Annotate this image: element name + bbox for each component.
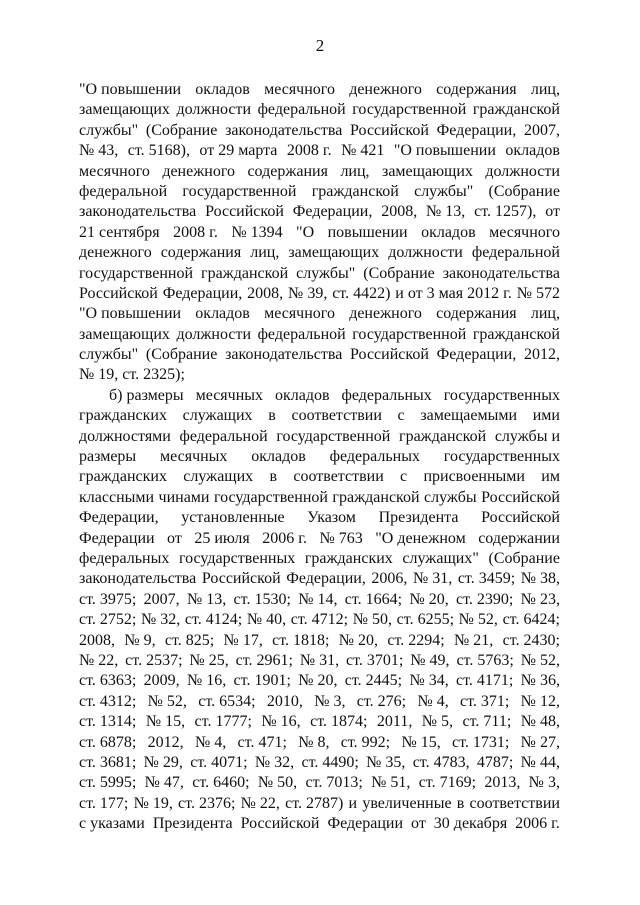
word: № 3, xyxy=(528,774,560,792)
word: окладов xyxy=(421,223,476,241)
word: увеличенные xyxy=(362,794,452,812)
text-line xyxy=(79,712,560,732)
word: чинами xyxy=(158,488,210,506)
word: гражданской xyxy=(472,101,560,119)
paragraph-2 xyxy=(79,386,560,835)
word: федеральной xyxy=(79,182,168,200)
word: Президента xyxy=(378,509,459,527)
word: ст. 276; xyxy=(356,692,407,710)
word: государственной xyxy=(213,488,328,506)
word: (Собрание xyxy=(488,182,560,200)
text-line xyxy=(79,264,560,284)
word: 2010, xyxy=(266,692,303,710)
word: Российской xyxy=(481,488,560,506)
word: 2007, xyxy=(143,590,180,608)
word: № 13, xyxy=(426,203,466,221)
text-line xyxy=(79,590,560,610)
text-line xyxy=(79,773,560,793)
word: соответствии xyxy=(293,468,384,486)
text-line xyxy=(79,202,560,222)
word: № 50, xyxy=(352,611,393,629)
word: классными xyxy=(79,488,155,506)
word: лиц, xyxy=(530,305,560,323)
word: ст. 4712; xyxy=(290,611,349,629)
word: государственных xyxy=(443,386,560,404)
word: месячного xyxy=(489,223,560,241)
word: месячного xyxy=(79,162,150,180)
word: Федерации xyxy=(327,815,404,833)
word: № 49, xyxy=(410,651,450,669)
word: гражданских xyxy=(304,549,393,567)
word: и от 3 мая 2012 г. xyxy=(395,284,512,302)
word: ст. 1874; xyxy=(310,713,368,731)
word: законодательства xyxy=(79,570,197,588)
word: гражданской xyxy=(311,182,399,200)
word: № 763 xyxy=(319,529,363,547)
word: им xyxy=(541,468,560,486)
word: № 43, xyxy=(79,142,119,160)
word: 2013, xyxy=(484,774,521,792)
word: № 3, xyxy=(314,692,346,710)
word: государственных xyxy=(443,448,560,466)
word: ст. 6878; xyxy=(79,733,137,751)
word: № 13, xyxy=(186,590,227,608)
word: ст. 471; xyxy=(237,733,287,751)
word: № 16, xyxy=(261,713,301,731)
word: № 8, xyxy=(298,733,330,751)
word: № 9, xyxy=(124,631,156,649)
word: 2012, xyxy=(523,346,560,364)
word: № 32, xyxy=(254,753,295,771)
word: 30 декабря xyxy=(433,815,508,833)
word: ст. 1664; xyxy=(344,590,403,608)
word: Российской xyxy=(79,284,158,302)
text-line xyxy=(79,549,560,569)
word: присвоенными xyxy=(423,468,525,486)
word: № 4, xyxy=(417,692,449,710)
word: ст. 3701; xyxy=(346,651,404,669)
word: ст. 1257), xyxy=(474,203,537,221)
word: Федерации, xyxy=(286,570,366,588)
word: № 4, xyxy=(194,733,227,751)
word: Федерации, xyxy=(436,121,517,139)
word: должности xyxy=(388,244,463,262)
word: замещающих xyxy=(79,101,170,119)
word: № 5, xyxy=(421,713,454,731)
word: федеральных xyxy=(341,386,432,404)
word: Федерации, xyxy=(292,203,373,221)
word: Федерации, xyxy=(162,284,243,302)
word: от xyxy=(167,529,182,547)
word: Указом xyxy=(307,509,356,527)
word: ст. 2961; xyxy=(235,651,293,669)
word: соответствии xyxy=(469,794,560,812)
word: должности xyxy=(485,162,560,180)
word: "О xyxy=(296,223,315,241)
text-line xyxy=(79,325,560,345)
word: № 50, xyxy=(257,774,298,792)
word: должности xyxy=(176,325,252,343)
word: "О денежном xyxy=(375,529,466,547)
word: 2008, xyxy=(247,284,284,302)
word: ст. 2294; xyxy=(387,631,445,649)
word: ст. 4490; xyxy=(301,753,359,771)
text-line xyxy=(79,162,560,182)
word: (Собрание xyxy=(488,549,560,567)
word: государственной xyxy=(182,182,297,200)
word: № 36, xyxy=(520,672,560,690)
text-line xyxy=(79,753,560,773)
word: в xyxy=(269,468,278,486)
word: 2011, xyxy=(376,713,413,731)
word: 2008 г. xyxy=(286,142,332,160)
word: должности xyxy=(176,101,252,119)
word: № 12, xyxy=(520,692,560,710)
word: ст. 4783, xyxy=(412,753,470,771)
word: окладов xyxy=(195,305,250,323)
word: месячного xyxy=(264,81,335,98)
word: Российской xyxy=(240,815,320,833)
word: лиц, xyxy=(530,81,560,98)
word: ст. 3975; xyxy=(79,590,137,608)
word: № 34, xyxy=(409,672,449,690)
word: служащих xyxy=(183,468,254,486)
word: 2008 г. xyxy=(173,223,218,241)
word: Российской xyxy=(350,346,429,364)
word: 4787; xyxy=(476,753,514,771)
word: законодательства xyxy=(79,203,197,221)
word: 2008, xyxy=(79,631,115,649)
word: 2012, xyxy=(147,733,184,751)
word: ст. 1818; xyxy=(272,631,330,649)
word: федеральных xyxy=(79,549,170,567)
text-line xyxy=(79,345,560,365)
word: № 47, xyxy=(144,774,184,792)
word: (Собрание xyxy=(363,264,435,282)
word: государственной xyxy=(79,264,194,282)
word: окладов xyxy=(195,81,250,98)
word: № 22, xyxy=(79,651,119,669)
page-number: 2 xyxy=(315,36,325,55)
word: ст. 3681; xyxy=(79,753,137,771)
word: № 19, xyxy=(133,794,173,812)
word: № 15, xyxy=(401,733,441,751)
word: содержания xyxy=(436,305,517,323)
text-line xyxy=(79,284,560,304)
text-line xyxy=(79,304,560,324)
word: ст. 6363; xyxy=(79,672,137,690)
word: ст. 992; xyxy=(340,733,391,751)
word: установленные xyxy=(181,509,285,527)
word: ст. 5763; xyxy=(456,651,514,669)
word: № 32, xyxy=(140,611,181,629)
text-line xyxy=(79,80,560,100)
word: федеральной xyxy=(257,101,346,119)
word: замещаемыми xyxy=(420,407,518,425)
word: ст. 2537; xyxy=(125,651,183,669)
text-line xyxy=(79,569,560,589)
word: 2006 г. xyxy=(262,529,308,547)
word: окладов xyxy=(274,386,330,404)
word: ст. 177; xyxy=(79,794,129,812)
word: № 52, xyxy=(520,651,560,669)
word: от 29 марта xyxy=(199,142,278,160)
word: (Собрание xyxy=(145,346,218,364)
word: № 52, xyxy=(458,611,498,629)
word: ст. 1314; xyxy=(79,713,137,731)
word: ст. 4312; xyxy=(79,692,137,710)
word: денежного xyxy=(349,81,422,98)
word: ст. 6424; xyxy=(502,611,560,629)
word: № 39, xyxy=(288,284,328,302)
word: от xyxy=(545,203,560,221)
word: № 52, xyxy=(147,692,187,710)
text-line xyxy=(79,794,560,814)
word: Российской xyxy=(350,121,429,139)
word: службы xyxy=(424,488,477,506)
word: с xyxy=(397,407,405,425)
text-line xyxy=(79,100,560,120)
word: ст. 825; xyxy=(164,631,215,649)
word: гражданской xyxy=(332,488,420,506)
word: законодательства xyxy=(442,264,560,282)
text-line xyxy=(79,406,560,426)
text-line xyxy=(79,243,560,263)
word: № 35, xyxy=(366,753,406,771)
word: № 22, xyxy=(240,794,280,812)
word: государственной xyxy=(352,101,467,119)
word: № 421 xyxy=(341,142,385,160)
text-line xyxy=(79,427,560,447)
word: федеральной xyxy=(179,427,268,445)
text-line xyxy=(79,447,560,467)
word: ст. 6460; xyxy=(192,774,250,792)
word: службы" xyxy=(414,182,474,200)
word: замещающих xyxy=(79,325,170,343)
word: с xyxy=(400,468,408,486)
word: службы" xyxy=(296,264,356,282)
word: ими xyxy=(532,407,560,425)
word: № 19, ст. 2325); xyxy=(79,366,185,384)
word: ст. 711; xyxy=(462,713,512,731)
word: ст. 6255; xyxy=(396,611,455,629)
word: № 31, xyxy=(299,651,340,669)
word: с указами xyxy=(79,815,145,833)
word: Федерации, xyxy=(436,346,517,364)
word: № 31, xyxy=(412,570,453,588)
word: содержания xyxy=(247,162,328,180)
word: ст. 4422) xyxy=(332,284,391,302)
text-line xyxy=(79,386,560,406)
word: замещающих xyxy=(382,162,473,180)
word: ст. 4124; xyxy=(184,611,243,629)
word: месячных xyxy=(159,448,228,466)
word: законодательства xyxy=(225,121,343,139)
text-line xyxy=(79,651,560,671)
word: № 27, xyxy=(520,733,560,751)
text-line xyxy=(79,671,560,691)
word: ст. 2445; xyxy=(344,672,403,690)
word: ст. 1901; xyxy=(233,672,291,690)
word: служащих" xyxy=(402,549,479,567)
word: лиц, xyxy=(250,244,280,262)
text-line xyxy=(79,631,560,651)
word: окладов xyxy=(505,142,560,160)
word: 2007, xyxy=(523,121,560,139)
word: 2008, xyxy=(381,203,418,221)
word: ст. 4071; xyxy=(190,753,248,771)
word: "О повышении xyxy=(79,305,182,323)
text-line xyxy=(79,692,560,712)
text-line xyxy=(79,529,560,549)
word: содержания xyxy=(160,244,242,262)
word: № 23, xyxy=(520,590,560,608)
word: № 48, xyxy=(520,713,560,731)
word: Российской xyxy=(481,509,560,527)
word: федеральной xyxy=(471,244,560,262)
word: № 51, xyxy=(371,774,411,792)
word: содержания xyxy=(436,81,517,98)
word: 21 сентября xyxy=(79,223,160,241)
text-line xyxy=(79,733,560,753)
text-line xyxy=(79,121,560,141)
text-line xyxy=(79,488,560,508)
word: в xyxy=(456,794,465,812)
text-line xyxy=(79,365,560,385)
document-body xyxy=(79,80,560,834)
word: ст. 1731; xyxy=(452,733,510,751)
word: № 16, xyxy=(186,672,227,690)
word: 2009, xyxy=(143,672,180,690)
word: ст. 5168), xyxy=(127,142,190,160)
word: Президента xyxy=(152,815,233,833)
word: федеральных xyxy=(329,448,420,466)
word: Российской xyxy=(205,203,284,221)
word: окладов xyxy=(251,448,306,466)
word: содержании xyxy=(478,529,560,547)
word: государственных xyxy=(178,549,296,567)
word: ст. 7169; xyxy=(418,774,477,792)
word: ст. 7013; xyxy=(305,774,363,792)
word: № 29, xyxy=(143,753,183,771)
word: ст. 2787) xyxy=(285,794,344,812)
word: № 20, xyxy=(409,590,449,608)
word: федеральной xyxy=(257,325,346,343)
word: ст. 371; xyxy=(460,692,510,710)
word: № 20, xyxy=(338,631,379,649)
word: месячного xyxy=(264,305,335,323)
word: должностями xyxy=(79,427,171,445)
word: размеры xyxy=(79,448,137,466)
word: № 44, xyxy=(520,753,560,771)
word: "О повышении xyxy=(79,81,182,98)
word: службы" xyxy=(79,121,139,139)
word: соответствии xyxy=(291,407,382,425)
word: месячных xyxy=(195,386,264,404)
word: № 38, xyxy=(520,570,560,588)
word: лиц, xyxy=(340,162,370,180)
word: государственной xyxy=(352,325,467,343)
word: (Собрание xyxy=(145,121,218,139)
word: № 572 xyxy=(516,284,560,302)
word: ст. 1530; xyxy=(233,590,291,608)
word: ст. 1777; xyxy=(194,713,252,731)
word: замещающих xyxy=(288,244,380,262)
word: ст. 2752; xyxy=(79,611,137,629)
word: № 1394 xyxy=(231,223,283,241)
text-line xyxy=(79,182,560,202)
word: в xyxy=(268,407,276,425)
word: службы" xyxy=(79,346,139,364)
word: и xyxy=(348,794,358,812)
word: ст. 2376; xyxy=(178,794,236,812)
word: денежного xyxy=(162,162,235,180)
word: № 14, xyxy=(298,590,338,608)
word: служащих xyxy=(182,407,253,425)
word: Федерации, xyxy=(79,509,159,527)
word: ст. 6534; xyxy=(198,692,256,710)
word: службы и xyxy=(494,427,560,445)
text-line xyxy=(79,141,560,161)
word: Российской xyxy=(201,570,281,588)
word: гражданской xyxy=(399,427,487,445)
word: повышении xyxy=(327,223,408,241)
word: гражданских xyxy=(79,468,167,486)
word: ст. 4171; xyxy=(456,672,514,690)
word: "О повышении xyxy=(393,142,496,160)
paragraph-1 xyxy=(79,80,560,386)
word: государственной xyxy=(276,427,391,445)
word: гражданской xyxy=(472,325,560,343)
word: денежного xyxy=(349,305,422,323)
text-line xyxy=(79,223,560,243)
word: 2006 г. xyxy=(515,815,560,833)
word: 2006, xyxy=(371,570,408,588)
word: б) размеры xyxy=(109,386,184,404)
word: № 17, xyxy=(223,631,263,649)
word: ст. 5995; xyxy=(79,774,137,792)
word: гражданской xyxy=(201,264,289,282)
word: ст. 2430; xyxy=(502,631,560,649)
word: ст. 3459; xyxy=(457,570,516,588)
word: гражданских xyxy=(79,407,167,425)
word: Федерации xyxy=(79,529,155,547)
text-line xyxy=(79,508,560,528)
text-line xyxy=(79,610,560,630)
word: от xyxy=(411,815,426,833)
word: № 25, xyxy=(189,651,229,669)
text-line xyxy=(79,467,560,487)
word: денежного xyxy=(79,244,152,262)
word: законодательства xyxy=(225,346,343,364)
word: 25 июля xyxy=(194,529,250,547)
word: № 40, xyxy=(246,611,287,629)
word: № 20, xyxy=(298,672,338,690)
word: № 15, xyxy=(145,713,186,731)
word: № 21, xyxy=(454,631,494,649)
text-line xyxy=(79,814,560,834)
word: ст. 2390; xyxy=(456,590,514,608)
